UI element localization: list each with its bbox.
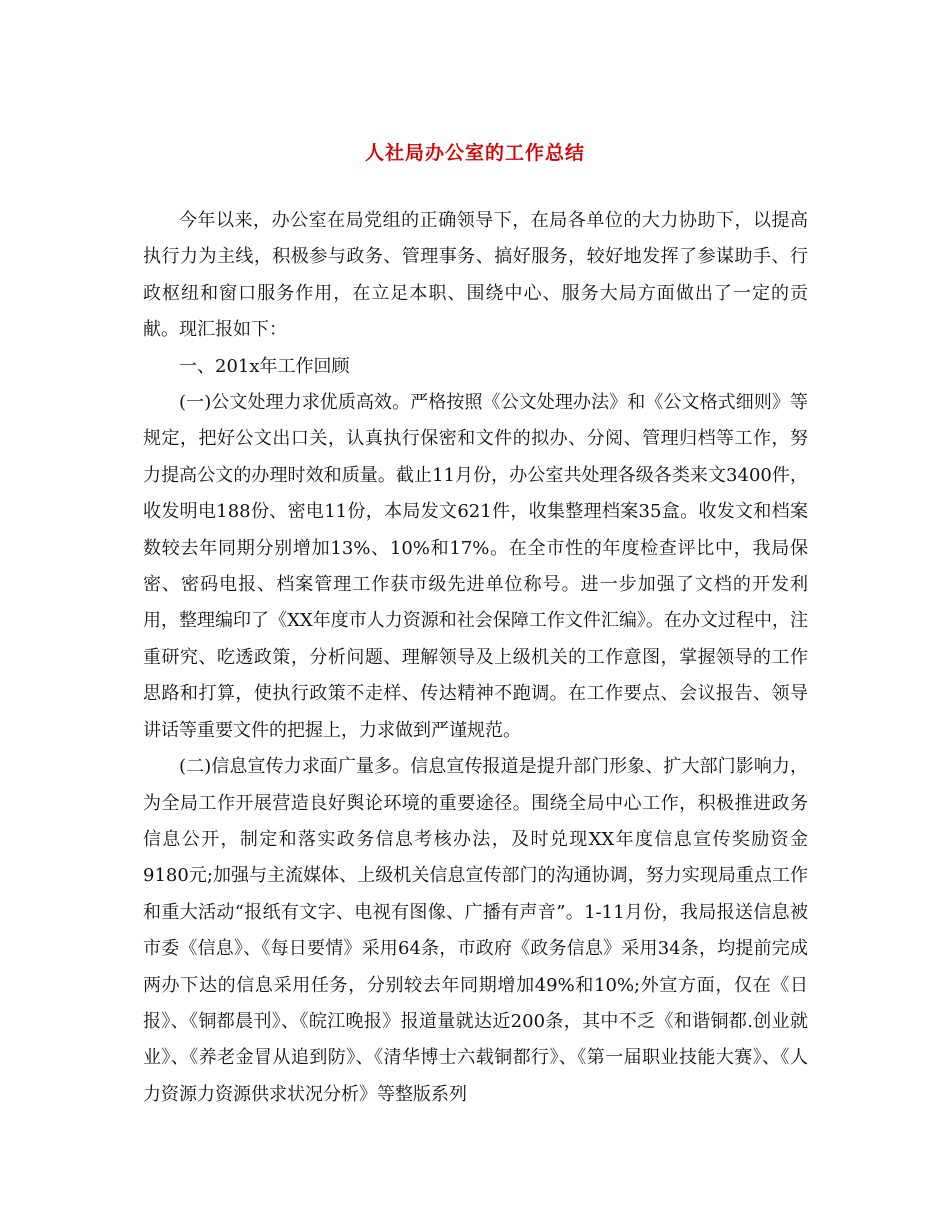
document-body xyxy=(143,203,808,1113)
paragraph-intro: 今年以来，办公室在局党组的正确领导下，在局各单位的大力协助下，以提高执行力为主线，积极参与政务、管理事务、搞好服务，较好地发挥了参谋助手、行政枢纽和窗口服务作用，在立足本职、围绕中心、服务大局方面做出了一定的贡献。现汇报如下： xyxy=(143,210,808,341)
paragraph-section-heading: 一、201x年工作回顾 xyxy=(179,355,350,377)
paragraph-information-publicity: (二)信息宣传力求面广量多。信息宣传报道是提升部门形象、扩大部门影响力，为全局工作开展营造良好舆论环境的重要途径。围绕全局中心工作，积极推进政务信息公开，制定和落实政务信息考核办法，及时兑现XX年度信息宣传奖励资金9180元;加强与主流媒体、上级机关信息宣传部门的沟通协调，努力实现局重点工作和重大活动“报纸有文字、电视有图像、广播有声音”。1-11月份，我局报送信息被市委《信息》、《每日要情》采用64条，市政府《政务信息》采用34条，均提前完成两办下达的信息采用任务，分别较去年同期增加49%和10%;外宣方面，仅在《日报》、《铜都晨刊》、《皖江晚报》报道量就达近200条，其中不乏《和谐铜都.创业就业》、《养老金冒从追到防》、《清华博士六载铜都行》、《第一届职业技能大赛》、《人力资源力资源供求状况分析》等整版系列 xyxy=(143,756,808,1105)
paragraph-document-processing: (一)公文处理力求优质高效。严格按照《公文处理办法》和《公文格式细则》等规定，把好公文出口关，认真执行保密和文件的拟办、分阅、管理归档等工作，努力提高公文的办理时效和质量。截止11月份，办公室共处理各级各类来文3400件，收发明电188份、密电11份，本局发文621件，收集整理档案35盒。收发文和档案数较去年同期分别增加13%、10%和17%。在全市性的年度检查评比中，我局保密、密码电报、档案管理工作获市级先进单位称号。进一步加强了文档的开发利用，整理编印了《XX年度市人力资源和社会保障工作文件汇编》。在办文过程中，注重研究、吃透政策，分析问题、理解领导及上级机关的工作意图，掌握领导的工作思路和打算，使执行政策不走样、传达精神不跑调。在工作要点、会议报告、领导讲话等重要文件的把握上，力求做到严谨规范。 xyxy=(143,392,808,741)
document-title: 人社局办公室的工作总结 xyxy=(364,142,585,164)
